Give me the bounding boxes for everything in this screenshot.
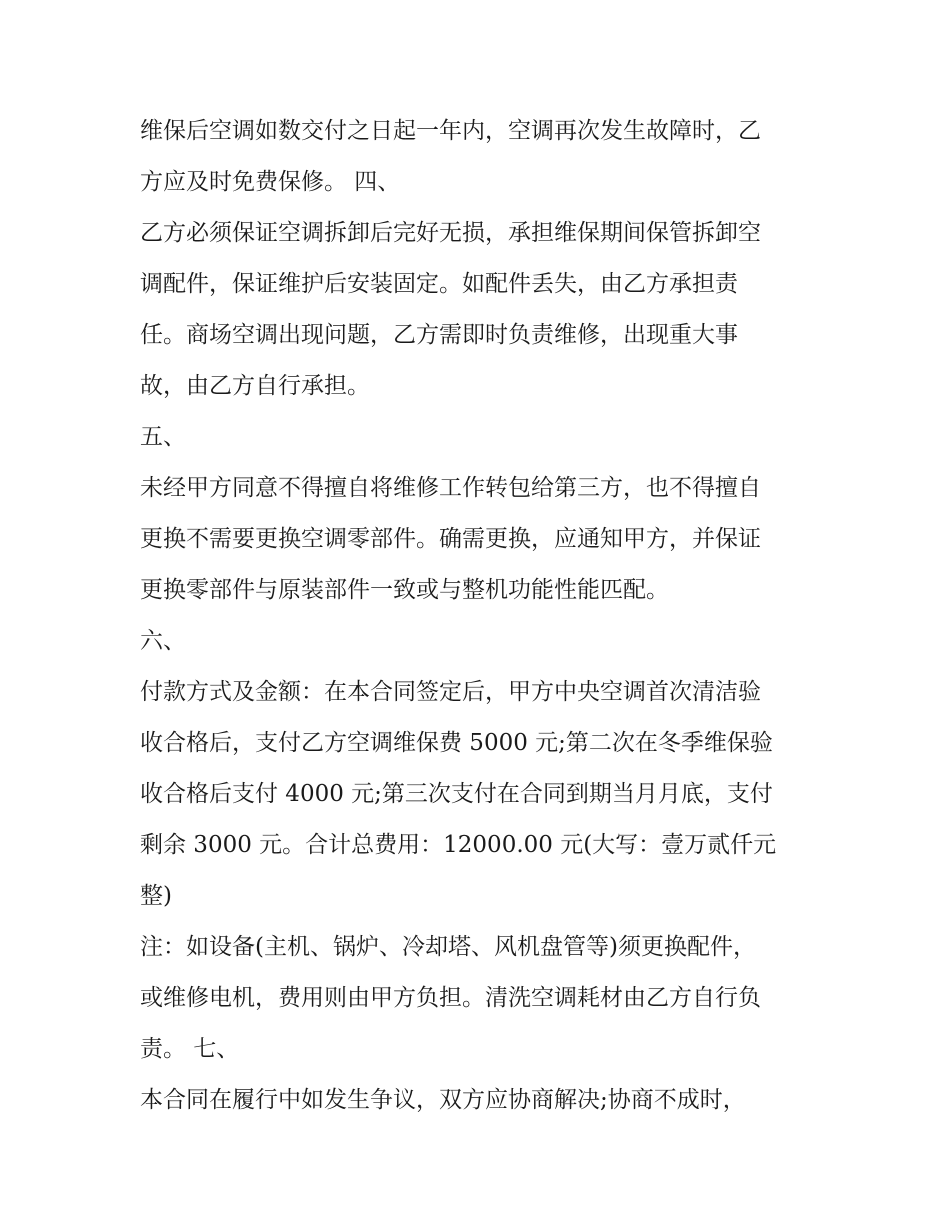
section-heading: 五、 — [140, 424, 186, 450]
text-line: 整) — [140, 883, 172, 909]
section-heading: 六、 — [140, 628, 186, 654]
text-line: 调配件，保证维护后安装固定。如配件丢失，由乙方承担责 — [140, 271, 738, 297]
text-line: 方应及时免费保修。 四、 — [140, 169, 401, 195]
text-line: 剩余 3000 元。合计总费用：12000.00 元(大写：壹万贰仟元 — [140, 832, 777, 858]
text-line: 任。商场空调出现问题，乙方需即时负责维修，出现重大事 — [140, 322, 738, 348]
text-line: 收合格后，支付乙方空调维保费 5000 元;第二次在冬季维保验 — [140, 730, 773, 756]
text-line: 故，由乙方自行承担。 — [140, 373, 370, 399]
text-line: 未经甲方同意不得擅自将维修工作转包给第三方，也不得擅自 — [140, 475, 761, 501]
document-body — [140, 106, 830, 1126]
text-line: 付款方式及金额：在本合同签定后，甲方中央空调首次清洁验 — [140, 679, 761, 705]
text-line: 本合同在履行中如发生争议，双方应协商解决;协商不成时， — [140, 1087, 746, 1113]
text-line: 注：如设备(主机、锅炉、冷却塔、风机盘管等)须更换配件， — [140, 934, 756, 960]
text-line: 或维修电机，费用则由甲方负担。清洗空调耗材由乙方自行负 — [140, 985, 761, 1011]
text-line: 责。 七、 — [140, 1036, 240, 1062]
text-line: 维保后空调如数交付之日起一年内，空调再次发生故障时，乙 — [140, 118, 761, 144]
text-line: 更换不需要更换空调零部件。确需更换，应通知甲方，并保证 — [140, 526, 761, 552]
text-line: 乙方必须保证空调拆卸后完好无损，承担维保期间保管拆卸空 — [140, 220, 761, 246]
text-line: 收合格后支付 4000 元;第三次支付在合同到期当月月底，支付 — [140, 781, 773, 807]
text-line: 更换零部件与原装部件一致或与整机功能性能匹配。 — [140, 577, 669, 603]
